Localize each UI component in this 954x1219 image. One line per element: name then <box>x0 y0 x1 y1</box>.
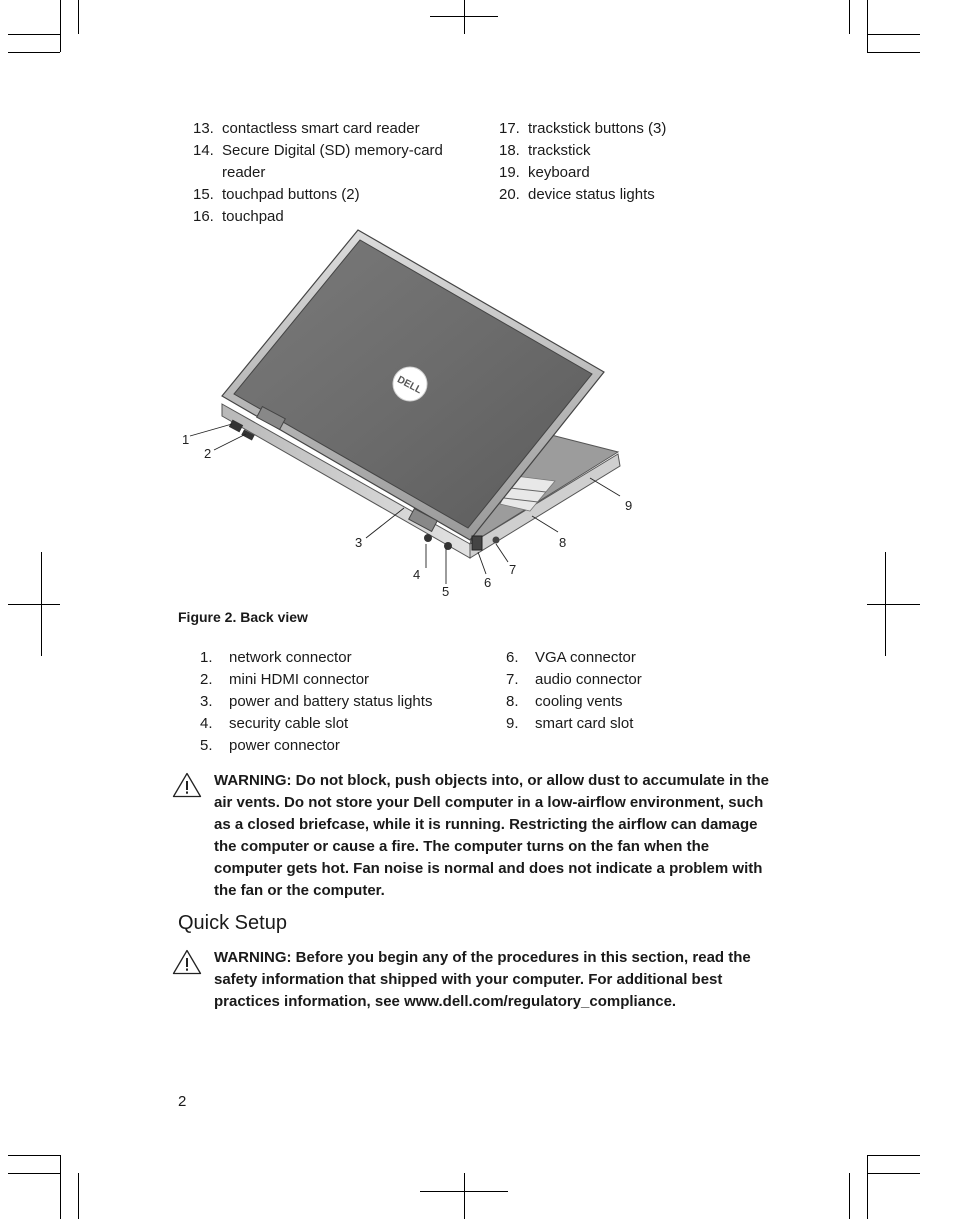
crop-mark <box>849 1173 850 1219</box>
list-item: 8. cooling vents <box>506 693 623 710</box>
warning-triangle-icon <box>172 772 202 798</box>
callout-7: 7 <box>509 562 517 577</box>
list-item: 9. smart card slot <box>506 715 634 732</box>
figure-caption: Figure 2. Back view <box>178 609 308 625</box>
callout-5: 5 <box>442 584 450 599</box>
list-item: 17. trackstick buttons (3) <box>499 120 667 137</box>
list-item: 18. trackstick <box>499 142 591 159</box>
laptop-back-view-figure <box>170 226 650 606</box>
warning-triangle-icon <box>172 949 202 975</box>
crop-mark <box>867 1155 920 1156</box>
laptop-illustration <box>222 230 620 558</box>
callout-8: 8 <box>559 535 567 550</box>
callout-1: 1 <box>182 432 190 447</box>
crop-mark <box>867 0 868 52</box>
crop-mark <box>60 0 61 52</box>
list-item: 13. contactless smart card reader <box>193 120 420 137</box>
list-item: 2. mini HDMI connector <box>200 671 370 688</box>
callout-4: 4 <box>413 567 421 582</box>
component-list-bottom-left <box>200 647 480 757</box>
registration-mark <box>464 1173 465 1219</box>
list-item: 3. power and battery status lights <box>200 693 433 710</box>
section-title: Quick Setup <box>178 912 287 934</box>
crop-mark <box>867 34 920 35</box>
registration-mark <box>430 16 498 17</box>
crop-mark <box>8 1155 60 1156</box>
list-item: 20. device status lights <box>499 186 655 203</box>
crop-mark <box>8 34 60 35</box>
registration-mark <box>420 1191 508 1192</box>
list-item: 5. power connector <box>200 737 340 754</box>
dell-logo-text: DELL <box>395 374 424 397</box>
page-number: 2 <box>178 1093 187 1110</box>
list-item: 15. touchpad buttons (2) <box>193 186 360 203</box>
list-item: 14. Secure Digital (SD) memory-card reader <box>193 142 443 181</box>
crop-mark <box>849 0 850 34</box>
crop-mark <box>8 52 60 53</box>
list-item: 7. audio connector <box>506 671 642 688</box>
warning-text: WARNING: Do not block, push objects into, or allow dust to accumulate in the air vents. Do not store your Dell computer in a low-airflow environment, such as a closed briefcase, while it is running. Restricting the airflow can damage the computer or cause a fire. The computer turns on the fan when the computer gets hot. Fan noise is normal and does not indicate a problem with the fan or the computer. <box>214 772 770 899</box>
warning-text: WARNING: Before you begin any of the procedures in this section, read the safety information that shipped with your computer. For additional best practices information, see www.dell.com/regulatory_compliance. <box>214 949 751 1010</box>
registration-mark <box>867 604 920 605</box>
list-item: 1. network connector <box>200 649 352 666</box>
callout-6: 6 <box>484 575 492 590</box>
registration-mark <box>464 0 465 34</box>
crop-mark <box>60 1155 61 1219</box>
list-item: 4. security cable slot <box>200 715 349 732</box>
registration-mark <box>8 604 60 605</box>
crop-mark <box>8 1173 60 1174</box>
crop-mark <box>867 52 920 53</box>
component-list-top-left <box>193 118 453 228</box>
airflow-warning <box>172 770 772 902</box>
component-list-top-right <box>499 118 759 206</box>
list-item: 19. keyboard <box>499 164 590 181</box>
crop-mark <box>78 0 79 34</box>
callout-3: 3 <box>355 535 363 550</box>
crop-mark <box>867 1155 868 1219</box>
component-list-bottom-right <box>506 647 766 735</box>
callout-9: 9 <box>625 498 633 513</box>
safety-warning <box>172 947 772 1013</box>
callout-2: 2 <box>204 446 212 461</box>
list-item: 16. touchpad <box>193 208 284 225</box>
list-item: 6. VGA connector <box>506 649 636 666</box>
crop-mark <box>78 1173 79 1219</box>
crop-mark <box>867 1173 920 1174</box>
